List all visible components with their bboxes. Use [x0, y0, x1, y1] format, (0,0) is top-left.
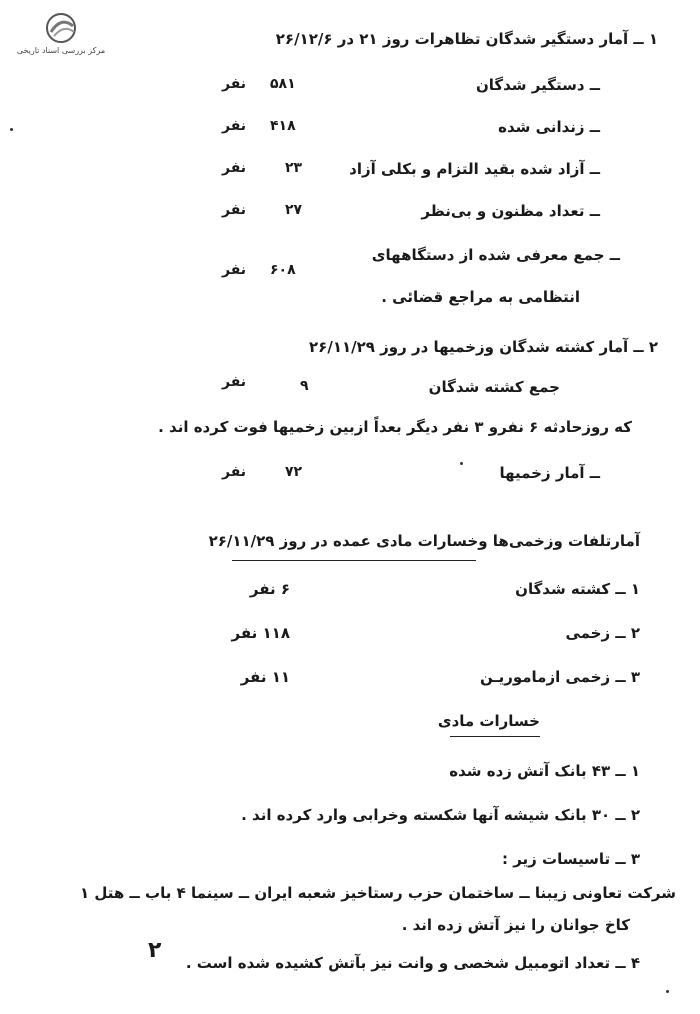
row4-label: ــ تعداد مظنون و بی‌نظر	[421, 202, 600, 220]
s3-row3-label: ۳ ــ زخمی ازماموریـن	[479, 668, 640, 686]
killed-label: جمع کشته شدگان	[428, 378, 560, 396]
wounded-unit: نفر	[222, 464, 247, 480]
row3-unit: نفر	[222, 160, 247, 176]
material-item-3-line1: شرکت تعاونی زیبنا ــ ساختمان حزب رستاخیز شعبه ایران ــ سینما ۴ باب ــ هتل ۱	[80, 884, 676, 902]
row5-label: ــ جمع معرفی شده از دستگاههای	[371, 246, 620, 264]
s3-row2-value: ۱۱۸ نفر	[231, 624, 290, 642]
archive-logo	[16, 10, 106, 60]
section3-underline	[232, 560, 476, 561]
row1-unit: نفر	[222, 76, 247, 92]
material-title: خسارات مادی	[437, 712, 540, 730]
row4-unit: نفر	[222, 202, 247, 218]
material-item-3-title: ۳ ــ تاسیسات زیر :	[501, 850, 640, 868]
s3-row2-label: ۲ ــ زخمی	[565, 624, 640, 642]
scan-speck	[460, 462, 463, 465]
row5-unit: نفر	[222, 262, 247, 278]
section2-title: ۲ ــ آمار کشته شدگان وزخمیها در روز ۲۶/۱۱/۲۹	[309, 338, 658, 356]
row5-label-cont: انتظامی به مراجع قضائی .	[381, 288, 580, 306]
row2-label: ــ زندانی شده	[498, 118, 600, 136]
row2-unit: نفر	[222, 118, 247, 134]
material-item-1: ۱ ــ ۴۳ بانک آتش زده شده	[449, 762, 640, 780]
row1-label: ــ دستگیر شدگان	[475, 76, 600, 94]
s3-row1-label: ۱ ــ کشته شدگان	[515, 580, 640, 598]
archive-logo-text: مرکز بررسی اسناد تاریخی	[16, 46, 106, 55]
scan-speck	[10, 128, 13, 131]
archive-emblem-icon	[16, 10, 106, 46]
row3-label: ــ آزاد شده بقید التزام و بکلی آزاد	[349, 160, 600, 178]
section3-title: آمارتلفات وزخمی‌ها وخسارات مادی عمده در روز ۲۶/۱۱/۲۹	[208, 532, 640, 550]
scan-speck	[666, 990, 669, 993]
killed-note: که روزحادثه ۶ نفرو ۳ نفر دیگر بعداً ازبین زخمیها فوت کرده اند .	[158, 418, 632, 436]
material-item-2: ۲ ــ ۳۰ بانک شیشه آنها شکسته وخرابی وارد کرده اند .	[241, 806, 640, 824]
s3-row3-value: ۱۱ نفر	[240, 668, 290, 686]
row3-value: ۲۳	[285, 160, 303, 176]
wounded-value: ۷۲	[285, 464, 303, 480]
wounded-label: ــ آمار زخمیها	[499, 464, 600, 482]
page-number: ۲	[148, 938, 162, 963]
material-underline	[450, 736, 540, 737]
row5-value: ۶۰۸	[270, 262, 296, 278]
section1-title: ۱ ــ آمار دستگیر شدگان تظاهرات روز ۲۱ در ۲۶/۱۲/۶	[275, 30, 658, 48]
row2-value: ۴۱۸	[270, 118, 296, 134]
killed-value: ۹	[300, 378, 309, 394]
killed-unit: نفر	[222, 374, 247, 390]
material-item-3-line2: کاخ جوانان را نیز آتش زده اند .	[401, 916, 630, 934]
row4-value: ۲۷	[285, 202, 303, 218]
s3-row1-value: ۶ نفر	[249, 580, 290, 598]
row1-value: ۵۸۱	[270, 76, 296, 92]
material-item-4: ۴ ــ تعداد اتومبیل شخصی و وانت نیز بآتش کشیده شده است .	[185, 954, 640, 972]
